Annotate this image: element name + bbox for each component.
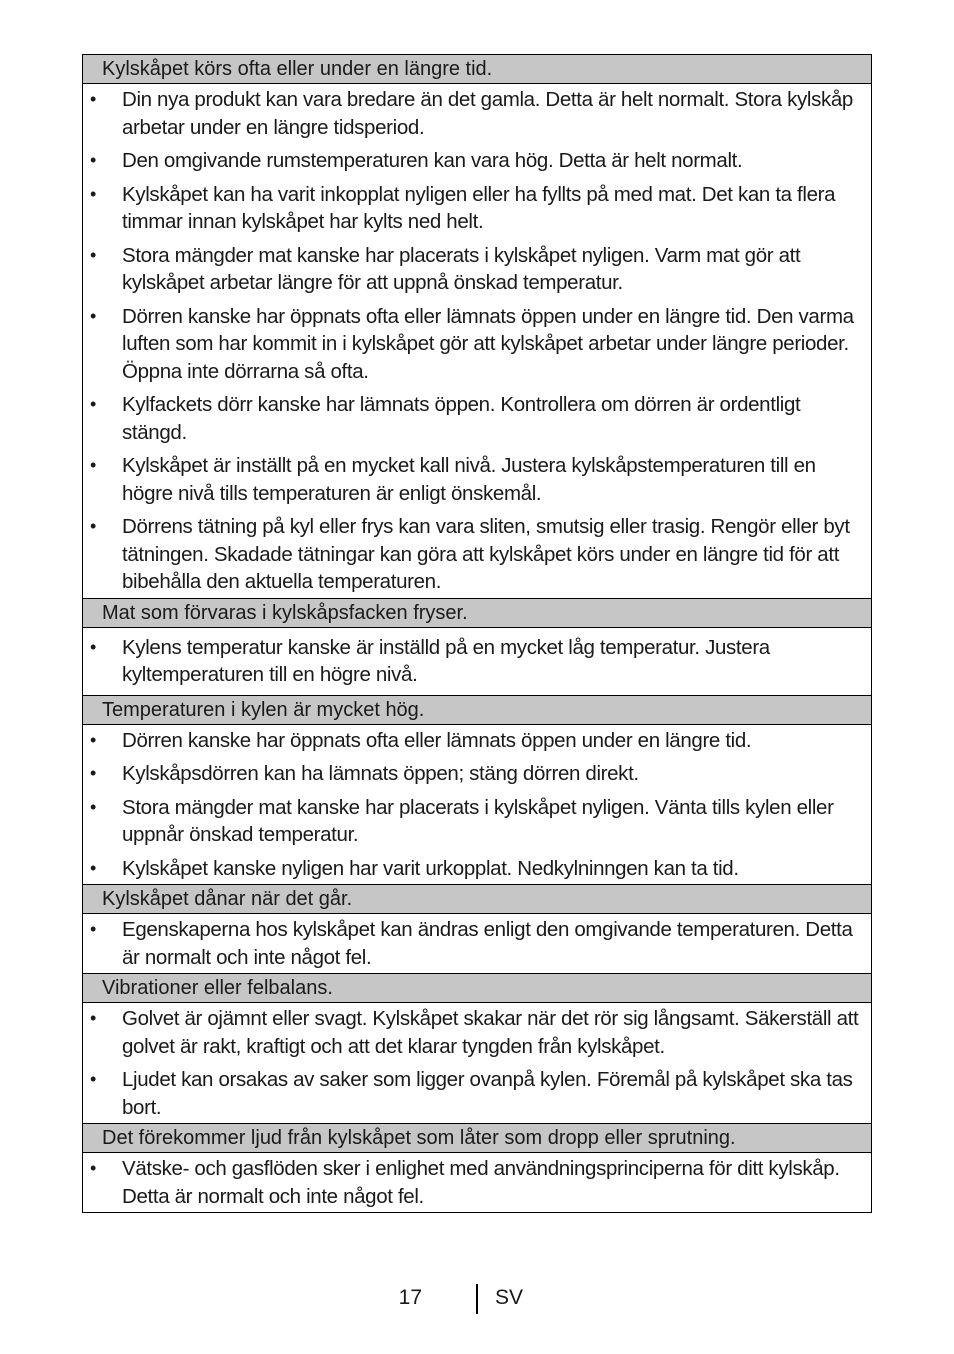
section-temp-high — [83, 696, 871, 886]
section-heading: Det förekommer ljud från kylskåpet som låter som dropp eller sprutning. — [83, 1124, 871, 1153]
list-item — [83, 147, 859, 175]
section-body — [83, 1153, 871, 1212]
list-item-text: Kylskåpet är inställt på en mycket kall nivå. Justera kylskåpstemperaturen till en högre nivå tills temperaturen är enligt önskemål. — [122, 454, 816, 505]
list-item-text: Kylens temperatur kanske är inställd på en mycket låg temperatur. Justera kyltemperaturen till en högre nivå. — [122, 635, 770, 686]
section-body — [83, 725, 871, 886]
list-item — [83, 513, 859, 596]
list-item — [83, 242, 859, 297]
troubleshooting-table — [82, 54, 872, 1213]
bullet-icon: • — [90, 244, 96, 265]
list-item-text: Egenskaperna hos kylskåpet kan ändras enligt den omgivande temperaturen. Detta är normalt och inte något fel. — [122, 918, 853, 969]
list-item-text: Stora mängder mat kanske har placerats i kylskåpet nyligen. Varm mat gör att kylskåpet arbetar längre för att uppnå önskad temperatur. — [122, 243, 801, 294]
list-item-text: Kylfackets dörr kanske har lämnats öppen. Kontrollera om dörren är ordentligt stängd. — [122, 393, 801, 444]
section-heading: Kylskåpet körs ofta eller under en längre tid. — [83, 55, 871, 84]
bullet-icon: • — [90, 89, 96, 109]
section-vibration — [83, 974, 871, 1124]
section-heading: Mat som förvaras i kylskåpsfacken fryser. — [83, 599, 871, 628]
list-item-text: Kylskåpet kanske nyligen har varit urkopplat. Nedkylninngen kan ta tid. — [122, 856, 739, 880]
bullet-icon: • — [90, 636, 96, 657]
section-food-freezes — [83, 599, 871, 696]
section-runs-often — [83, 55, 871, 599]
bullet-icon: • — [90, 305, 96, 326]
list-item — [83, 916, 859, 971]
list-item — [83, 727, 859, 755]
section-noise — [83, 885, 871, 974]
list-item-text: Dörren kanske har öppnats ofta eller lämnats öppen under en längre tid. — [122, 728, 752, 752]
bullet-icon: • — [90, 919, 96, 939]
bullet-icon: • — [90, 729, 96, 750]
bullet-icon: • — [90, 455, 96, 475]
bullet-icon: • — [90, 150, 96, 170]
section-dripping-sound — [83, 1124, 871, 1212]
list-item — [83, 1155, 859, 1210]
bullet-icon: • — [90, 516, 96, 536]
bullet-icon: • — [90, 1069, 96, 1089]
bullet-icon: • — [90, 394, 96, 414]
list-item-text: Kylskåpet kan ha varit inkopplat nyligen eller ha fyllts på med mat. Det kan ta flera timmar innan kylskåpet har kylts ned helt. — [122, 182, 836, 233]
bullet-icon: • — [90, 1158, 96, 1178]
bullet-icon: • — [90, 1008, 96, 1028]
section-body — [83, 1003, 871, 1124]
section-body — [83, 628, 871, 696]
list-item-text: Ljudet kan orsakas av saker som ligger ovanpå kylen. Föremål på kylskåpet ska tas bort. — [122, 1068, 853, 1119]
list-item-text: Den omgivande rumstemperaturen kan vara hög. Detta är helt normalt. — [122, 149, 743, 172]
footer-divider — [476, 1284, 478, 1314]
page-footer — [0, 1284, 954, 1314]
section-heading: Vibrationer eller felbalans. — [83, 974, 871, 1003]
bullet-icon: • — [90, 763, 96, 783]
list-item-text: Din nya produkt kan vara bredare än det gamla. Detta är helt normalt. Stora kylskåp arbetar under en längre tidsperiod. — [122, 88, 853, 139]
list-item-text: Dörren kanske har öppnats ofta eller lämnats öppen under en längre tid. Den varma luften som har kommit in i kylskåpet gör att kylskåpet arbetar under längre perioder. Öppna inte dörrarna så ofta. — [122, 304, 854, 383]
list-item-text: Golvet är ojämnt eller svagt. Kylskåpet skakar när det rör sig långsamt. Säkerställ att golvet är rakt, kraftigt och att det klarar tyngden från kylskåpet. — [122, 1007, 859, 1058]
section-body — [83, 914, 871, 974]
list-item-text: Kylskåpsdörren kan ha lämnats öppen; stäng dörren direkt. — [122, 762, 639, 785]
list-item — [83, 1066, 859, 1121]
bullet-icon: • — [90, 796, 96, 817]
list-item — [83, 1005, 859, 1060]
section-heading: Temperaturen i kylen är mycket hög. — [83, 696, 871, 725]
list-item — [83, 391, 859, 446]
list-item — [83, 760, 859, 788]
list-item-text: Dörrens tätning på kyl eller frys kan vara sliten, smutsig eller trasig. Rengör eller byt tätningen. Skadade tätningar kan göra att kylskåpet körs under en längre tid för att bibehålla den aktuella temperaturen. — [122, 515, 850, 593]
list-item — [83, 634, 859, 689]
list-item — [83, 794, 859, 849]
list-item — [83, 86, 859, 141]
list-item — [83, 181, 859, 236]
list-item — [83, 855, 859, 883]
bullet-icon: • — [90, 183, 96, 204]
section-heading: Kylskåpet dånar när det går. — [83, 885, 871, 914]
list-item — [83, 303, 859, 386]
bullet-icon: • — [90, 857, 96, 878]
list-item-text: Vätske- och gasflöden sker i enlighet med användningsprinciperna för ditt kylskåp. Detta är normalt och inte något fel. — [122, 1157, 840, 1208]
language-code: SV — [495, 1286, 524, 1309]
section-body — [83, 84, 871, 599]
page-number: 17 — [398, 1286, 422, 1309]
list-item-text: Stora mängder mat kanske har placerats i kylskåpet nyligen. Vänta tills kylen eller uppnår önskad temperatur. — [122, 795, 834, 846]
list-item — [83, 452, 859, 507]
